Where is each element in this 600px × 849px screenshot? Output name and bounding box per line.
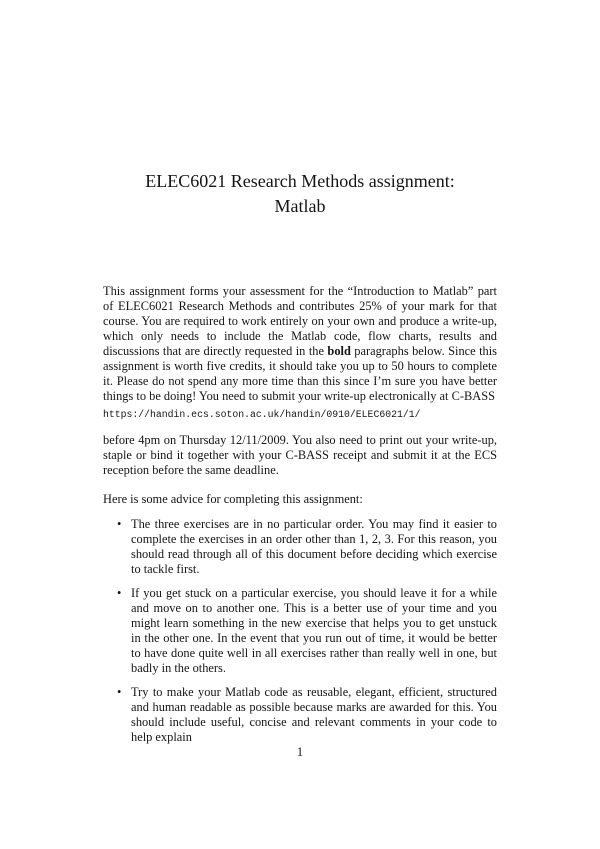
- list-item: [103, 586, 497, 676]
- list-item-text: Try to make your Matlab code as reusable, elegant, efficient, structured and human readable as possible because marks are awarded for this. You should include useful, concise and relevant comments in your code to help explain: [131, 685, 497, 744]
- intro-paragraph: [103, 284, 497, 404]
- intro-paragraph-text: This assignment forms your assessment for the “Introduction to Matlab” part of ELEC6021 Research Methods and contributes 25% of your mark for that course. You are required to work entirely on your own and produce a write-up, which only needs to include the Matlab code, flow charts, results and discussions that are directly requested in the: [103, 284, 497, 358]
- list-item: [103, 517, 497, 577]
- advice-intro-line: Here is some advice for completing this assignment:: [103, 492, 363, 506]
- bold-emphasis-word: bold: [327, 344, 351, 358]
- page-number: 1: [296, 745, 304, 759]
- intro-paragraph-text-continued: paragraphs below. Since this assignment is worth five credits, it should take you up to 50 hours to complete it. Please do not spend any more time than this since I’m sure you have better things to be doing! You need to submit your write-up electronically at C-BASS: [103, 344, 498, 403]
- list-item-text: The three exercises are in no particular order. You may find it easier to complete the exercises in an order other than 1, 2, 3. For this reason, you should read through all of this document before deciding which exercise to tackle first.: [131, 517, 497, 576]
- title-line-1: ELEC6021 Research Methods assignment:: [145, 171, 455, 191]
- deadline-paragraph: before 4pm on Thursday 12/11/2009. You also need to print out your write-up, staple or bind it together with your C-BASS receipt and submit it at the ECS reception before the same deadline.: [103, 433, 497, 477]
- list-item-text: If you get stuck on a particular exercise, you should leave it for a while and move on to another one. This is a better use of your time and you might learn something in the new exercise that helps you to get unstuck in the other one. In the event that you run out of time, it would be better to have done quite well in all exercises rather than really well in one, but badly in the others.: [131, 586, 497, 675]
- advice-list: [103, 517, 497, 754]
- bullet-icon: •: [117, 586, 122, 600]
- title-line-2: Matlab: [274, 196, 326, 216]
- bullet-icon: •: [117, 685, 122, 699]
- document-title: [103, 169, 497, 219]
- bullet-icon: •: [117, 517, 122, 531]
- submission-url-link[interactable]: https://handin.ecs.soton.ac.uk/handin/0910/ELEC6021/1/: [103, 409, 421, 420]
- list-item: [103, 685, 497, 745]
